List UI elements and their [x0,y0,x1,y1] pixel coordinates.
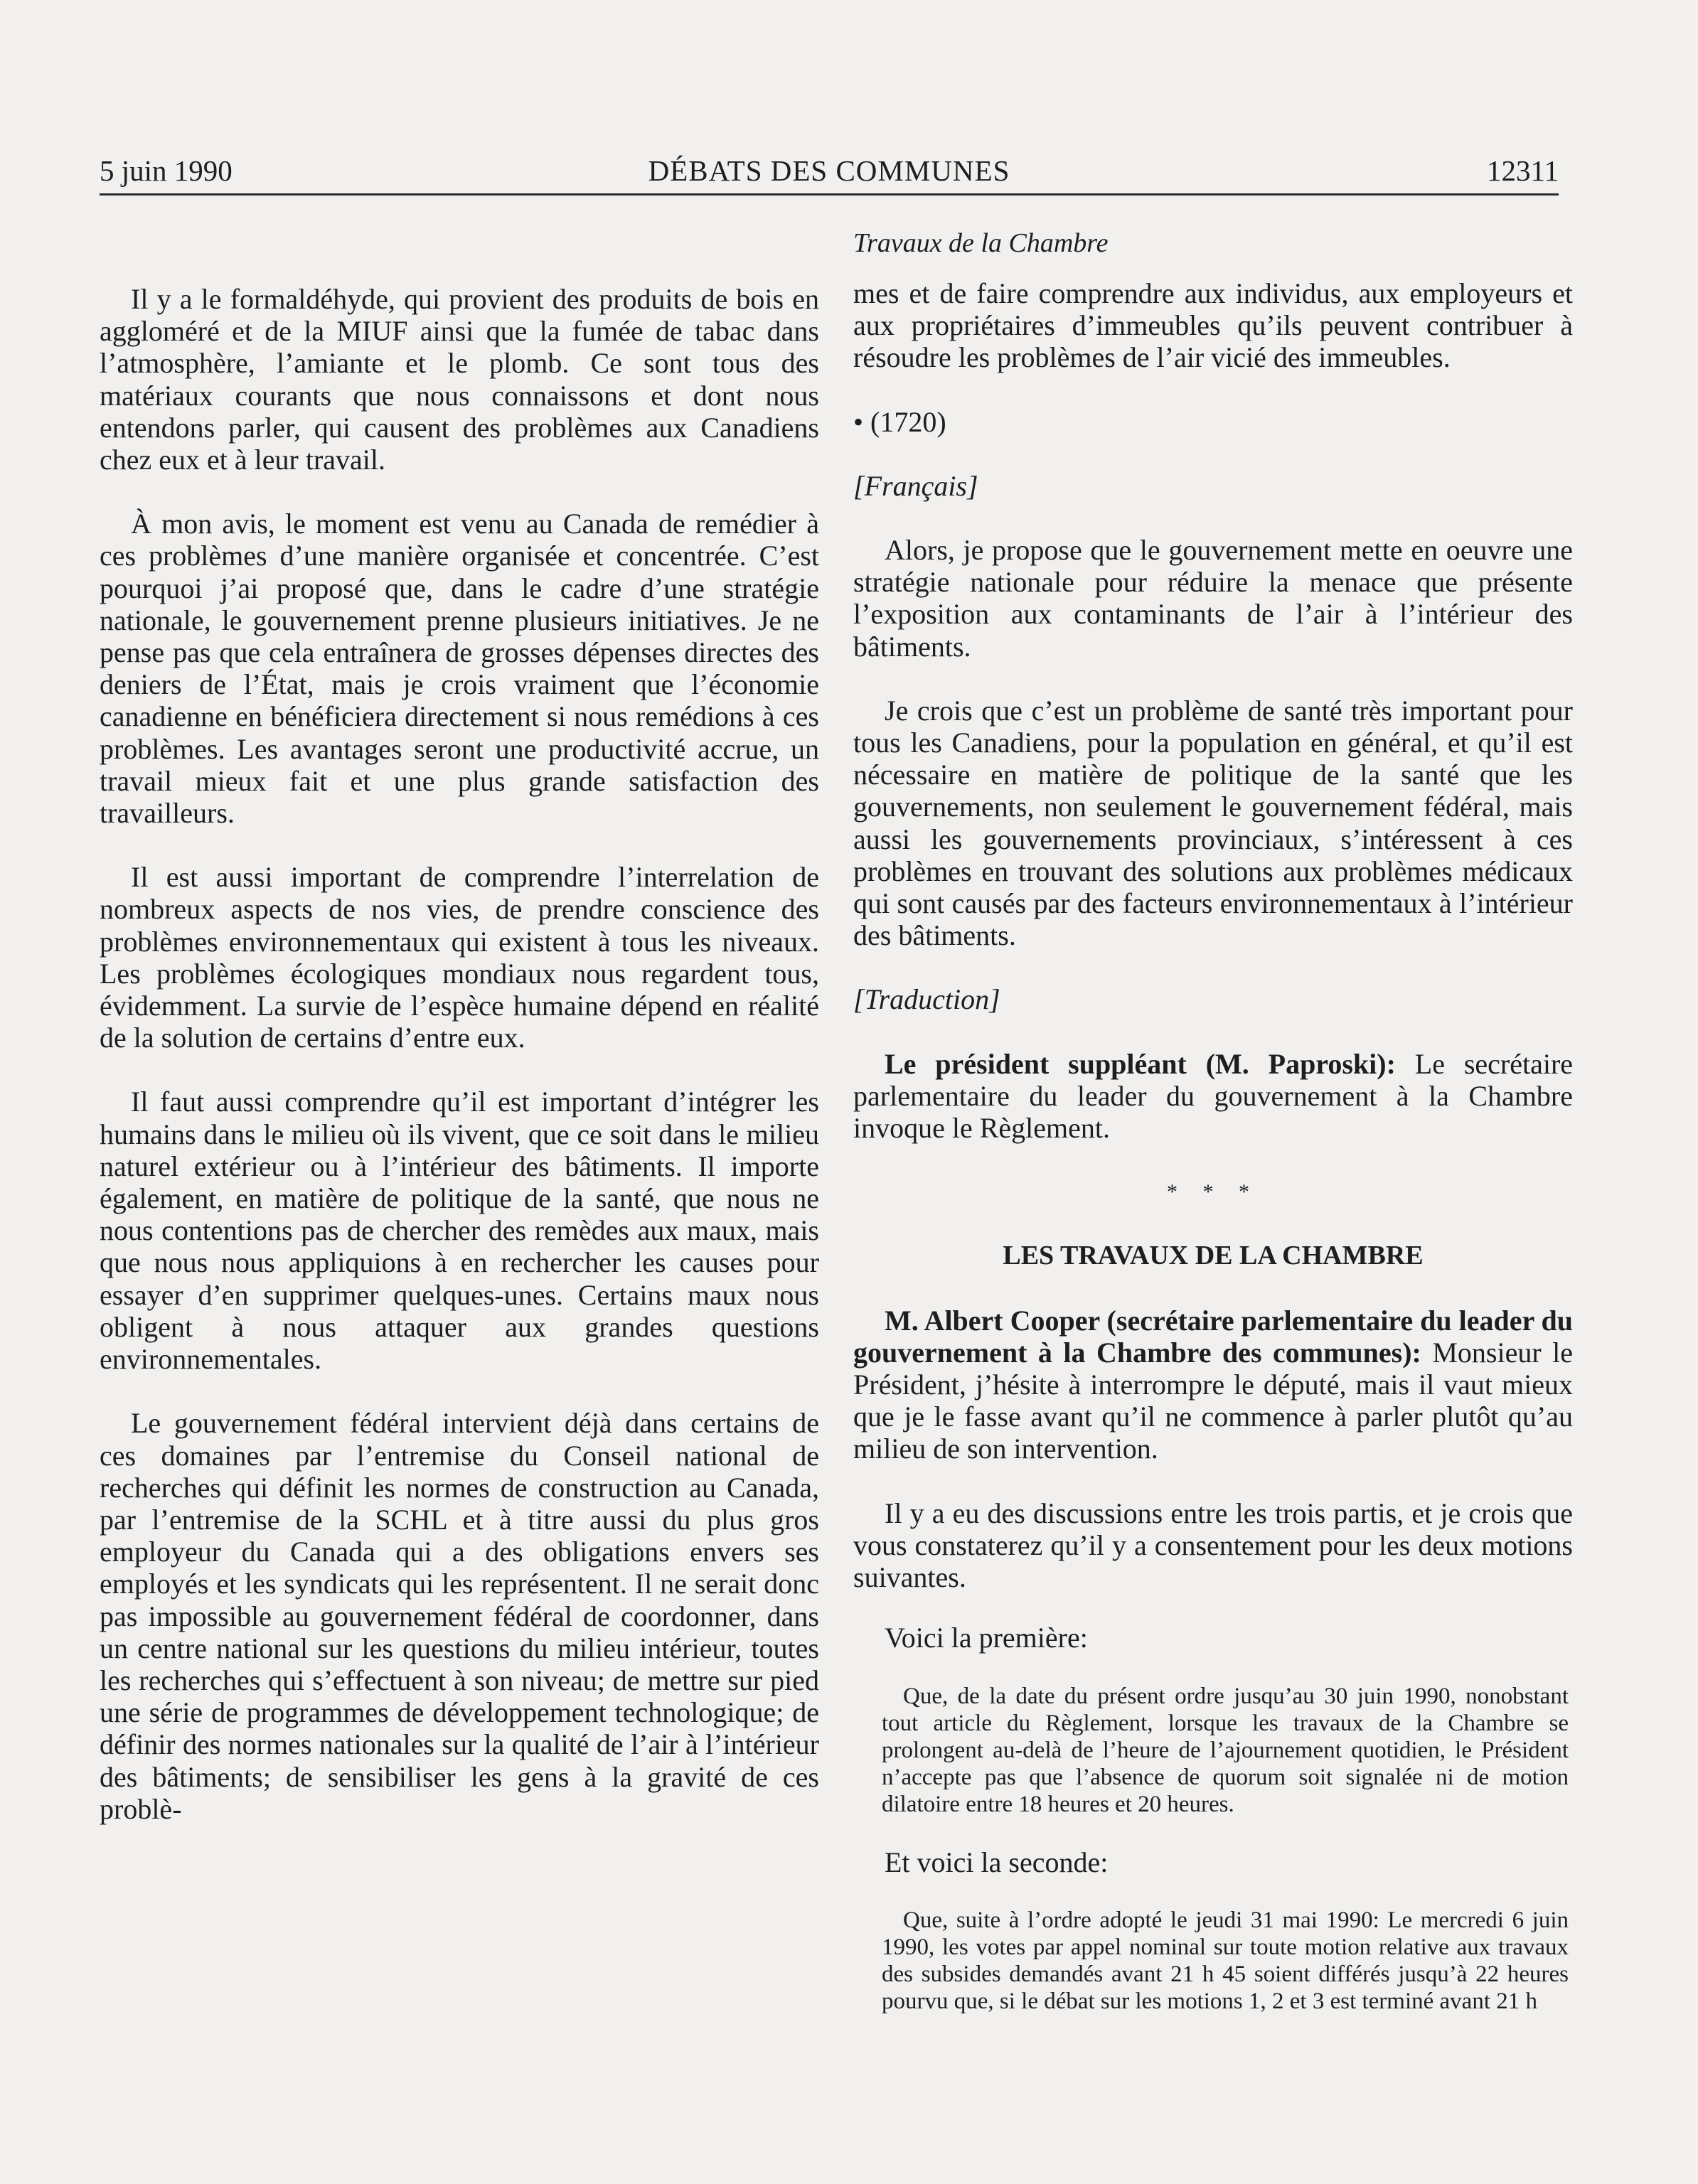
paragraph: À mon avis, le moment est venu au Canada de remédier à ces problèmes d’une manière organisée et concentrée. C’est pourquoi j’ai proposé que, dans le cadre d’une stratégie nationale, le gouvernement prenne plusieurs initiatives. Je ne pense pas que cela entraînera de grosses dépenses directes des deniers de l’État, mais je crois vraiment que l’économie canadienne en bénéficiera directement si nous remédions à ces problèmes. Les avantages seront une productivité accrue, un travail mieux fait et une plus grande satisfaction des travailleurs. [100,508,819,830]
paragraph: Il est aussi important de comprendre l’interrelation de nombreux aspects de nos vies, de prendre conscience des problèmes environnementaux qui existent à tous les niveaux. Les problèmes écologiques mondiaux nous regardent tous, évidemment. La survie de l’espèce humaine dépend en réalité de la solution de certains d’entre eux. [100,861,819,1054]
speaker-name: M. Albert Cooper (secrétaire parlementaire du leader du gouvernement à la Chambre des communes): [853,1304,1573,1369]
paragraph: Il y a eu des discussions entre les trois partis, et je crois que vous constaterez qu’il y a consentement pour les deux motions suivantes. [853,1497,1573,1594]
paragraph: Et voici la seconde: [885,1846,1109,1878]
paragraph: mes et de faire comprendre aux individus, aux employeurs et aux propriétaires d’immeubles qu’ils peuvent contribuer à résoudre les problèmes de l’air vicié des immeubles. [853,277,1573,374]
section-heading: LES TRAVAUX DE LA CHAMBRE [1003,1241,1424,1271]
paragraph: Il faut aussi comprendre qu’il est important d’intégrer les humains dans le milieu où ils vivent, que ce soit dans le milieu naturel extérieur ou à l’intérieur des bâtiments. Il importe également, en matière de politique de la santé, que nous ne nous contentions pas de chercher des remèdes aux maux, mais que nous nous appliquions à en rechercher les causes pour essayer d’en supprimer quelques-unes. Certains maux nous obligent à nous attaquer aux grandes questions environnementales. [100,1086,819,1376]
running-head: Travaux de la Chambre [853,228,1109,258]
paragraph: Alors, je propose que le gouvernement mette en oeuvre une stratégie nationale pour réduire la menace que présente l’exposition aux contaminants de l’air à l’intérieur des bâtiments. [853,534,1573,663]
header-date: 5 juin 1990 [100,154,233,187]
paragraph: Voici la première: [885,1622,1088,1654]
paragraph: Il y a le formaldéhyde, qui provient des produits de bois en aggloméré et de la MIUF ainsi que la fumée de tabac dans l’atmosphère, l’amiante et le plomb. Ce sont tous des matériaux courants que nous connaissons et dont nous entendons parler, qui causent des problèmes aux Canadiens chez eux et à leur travail. [100,283,819,476]
section-separator: * * * [1167,1180,1259,1204]
time-marker: • (1720) [853,405,946,438]
page-header [100,151,1559,196]
paragraph: Le gouvernement fédéral intervient déjà dans certains de ces domaines par l’entremise du Conseil national de recherches qui définit les normes de construction au Canada, par l’entremise de la SCHL et à titre aussi du plus gros employeur du Canada qui a des obligations envers ses employés et les syndicats qui les représentent. Il ne serait donc pas impossible au gouvernement fédéral de coordonner, dans un centre national sur les questions du milieu intérieur, toutes les recherches qui s’effectuent à son niveau; de mettre sur pied une série de programmes de développement technologique; de définir des normes nationales sur la qualité de l’air à l’intérieur des bâtiments; de sensibiliser les gens à la gravité de ces problè- [100,1407,819,1825]
left-column [100,220,819,1825]
speech-text: Monsieur le Président, j’hésite à interrompre le député, mais il vaut mieux que je le fasse avant qu’il ne commence à parler plutôt qu’au milieu de son intervention. [853,1336,1574,1465]
speech-paragraph [853,1305,1573,1465]
motion-quote: Que, suite à l’ordre adopté le jeudi 31 mai 1990: Le mercredi 6 juin 1990, les votes par appel nominal sur toute motion relative aux travaux des subsides demandés avant 21 h 45 soient différés jusqu’à 22 heures pourvu que, si le débat sur les motions 1, 2 et 3 est terminé avant 21 h [882,1907,1569,2014]
motion-quote: Que, de la date du présent ordre jusqu’au 30 juin 1990, nonobstant tout article du Règlement, lorsque les travaux de la Chambre se prolongent au-delà de l’heure de l’ajournement quotidien, le Président n’accepte pas que l’absence de quorum soit signalée ni de motion dilatoire entre 18 heures et 20 heures. [882,1683,1569,1817]
speech-paragraph [853,1048,1573,1145]
speech-text: Le secrétaire parlementaire du leader du gouvernement à la Chambre invoque le Règlement. [853,1047,1574,1145]
right-column [853,220,1573,2015]
header-title: DÉBATS DES COMMUNES [648,154,1010,187]
page-number: 12311 [1487,154,1559,187]
language-tag [853,983,1573,1015]
language-tag-text: [Traduction] [853,983,1000,1016]
language-tag-text: [Français] [853,469,978,502]
paragraph: Je crois que c’est un problème de santé très important pour tous les Canadiens, pour la population en général, et qu’il est nécessaire en matière de politique de la santé que les gouvernements, non seulement le gouvernement fédéral, mais aussi les gouvernements provinciaux, s’intéressent à ces problèmes en trouvant des solutions aux problèmes médicaux qui sont causés par des facteurs environnementaux à l’intérieur des bâtiments. [853,694,1573,952]
speaker-name: Le président suppléant (M. Paproski): [885,1047,1396,1080]
language-tag [853,470,1573,502]
